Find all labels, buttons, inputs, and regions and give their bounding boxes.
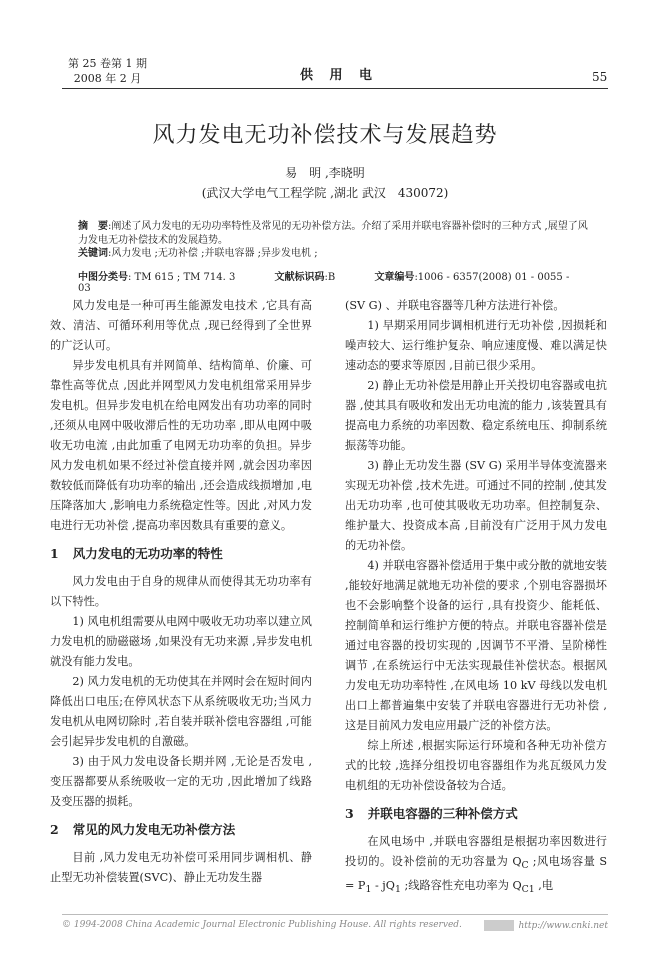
- authors: 易 明 ,李晓明: [285, 166, 365, 180]
- article-value: :1006 - 6357(2008) 01 - 0055 - 03: [78, 272, 570, 294]
- section-heading: [50, 544, 312, 564]
- section-title: 常见的风力发电无功补偿方法: [72, 822, 236, 837]
- publication-date: 2008 年 2 月: [73, 72, 142, 85]
- text-run: ;风电场容量 S = P: [345, 855, 608, 893]
- abstract-text: [78, 220, 593, 247]
- issue-info: [68, 56, 147, 86]
- right-column: [345, 296, 607, 900]
- keywords-label: 关键词: [78, 248, 108, 259]
- paragraph: 风力发电由于自身的规律从而使得其无功功率有以下特性。: [50, 575, 312, 608]
- paragraph: 综上所述 ,根据实际运行环境和各种无功补偿方式的比较 ,选择分组投切电容器组作为兆瓦级风力发电机组的无功补偿设备较为合适。: [345, 739, 607, 792]
- page-number: 55: [592, 70, 608, 84]
- section-number: 3: [345, 806, 354, 821]
- text-run: 在风电场中 ,并联电容器组是根据功率因数进行投切的。设补偿前的无功容量为 Q: [345, 835, 607, 868]
- paragraph: 2) 风力发电机的无功使其在并网时会在短时间内降低出口电压;在停风状态下从系统吸收无功;当风力发电机从电网切除时 ,若自装并联补偿电容器组 ,可能会引起异步发电机的自激磁。: [50, 675, 312, 748]
- subscript: C1: [521, 884, 535, 896]
- footer-rule: [62, 914, 608, 915]
- subscript: 1: [365, 884, 372, 896]
- classification-line: [78, 268, 598, 294]
- paragraph: 1) 风电机组需要从电网中吸收无功功率以建立风力发电机的励磁磁场 ,如果没有无功来源 ,异步发电机就没有能力发电。: [50, 615, 312, 668]
- section-number: 2: [50, 822, 59, 837]
- text-run: - jQ: [371, 879, 395, 893]
- section-title: 并联电容器的三种补偿方式: [367, 806, 518, 821]
- clc-label: 中图分类号: [78, 272, 128, 283]
- clc-number: [78, 272, 253, 283]
- journal-name: 供 用 电: [300, 68, 379, 83]
- footer-url[interactable]: [484, 920, 608, 931]
- paragraph: (SV G) 、并联电容器等几种方法进行补偿。: [345, 299, 565, 312]
- paragraph: 风力发电是一种可再生能源发电技术 ,它具有高效、清洁、可循环利用等优点 ,现已经得到了全世界的广泛认可。: [50, 299, 312, 352]
- copyright-text: © 1994-2008 China Academic Journal Electronic Publishing House. All rights reserved.: [62, 920, 462, 930]
- section-title: 风力发电的无功功率的特性: [72, 546, 223, 561]
- paragraph: 4) 并联电容器补偿适用于集中或分散的就地安装 ,能较好地满足就地无功补偿的要求 ,个别电容器损坏也不会影响整个设备的运行 ,具有投资少、能耗低、控制简单和运行维护方便的特点。并联电容器补偿是通过电容器的投切实现的 ,因调节不平滑、呈阶梯性调节 ,在系统运行中无法实现最佳补偿状态。根据风力发电无功功率特性 ,在风电场 10 kV 母线以发电机出口上都普遍集中安装了并联电容器进行无功补偿 ,这是目前风力发电应用最广泛的补偿方法。: [345, 559, 607, 732]
- doc-code: [275, 272, 354, 283]
- subscript: 1: [394, 884, 401, 896]
- header-rule: [62, 88, 608, 89]
- paragraph: 目前 ,风力发电无功补偿可采用同步调相机、静止型无功补偿装置(SVC)、静止无功发生器: [50, 851, 312, 884]
- abstract-body: :阐述了风力发电的无功功率特性及常见的无功补偿方法。介绍了采用并联电容器补偿时的三种方式 ,展望了风力发电无功补偿技术的发展趋势。: [78, 221, 588, 246]
- subscript: C: [521, 860, 529, 872]
- cnki-logo-icon: [484, 920, 514, 931]
- section-number: 1: [50, 546, 59, 561]
- paper-title: 风力发电无功补偿技术与发展趋势: [152, 123, 498, 148]
- keywords-text: :风力发电 ;无功补偿 ;并联电容器 ;异步发电机 ;: [108, 248, 318, 259]
- section-heading: [50, 820, 312, 840]
- left-column: [50, 296, 312, 888]
- paragraph: 3) 由于风力发电设备长期并网 ,无论是否发电 ,变压器都要从系统吸收一定的无功 ,因此增加了线路及变压器的损耗。: [50, 755, 312, 808]
- footer: [62, 920, 608, 930]
- affiliation: (武汉大学电气工程学院 ,湖北 武汉 430072): [201, 186, 449, 200]
- clc-value: : TM 615 ; TM 714. 3: [128, 272, 236, 283]
- keywords: [78, 247, 593, 261]
- text-run: ,电: [534, 879, 554, 893]
- footer-url-text: http://www.cnki.net: [518, 921, 608, 931]
- doc-label: 文献标识码: [274, 272, 325, 283]
- paragraph: [345, 832, 607, 900]
- abstract-label: 摘 要: [78, 221, 108, 232]
- volume-number: 第 25 卷第 1 期: [68, 57, 147, 70]
- paragraph: 异步发电机具有并网简单、结构简单、价廉、可靠性高等优点 ,因此并网型风力发电机组常采用异步发电机。但异步发电机在给电网发出有功功率的同时 ,还须从电网中吸收滞后性的无功功率 ,即从电网中吸收无功电流 ,由此加重了电网无功功率的负担。异步风力发电机如果不经过补偿直接并网 ,就会因功率因数较低而降低有功功率的输出 ,还会造成线损增加 ,电压降落加大 ,影响电力系统稳定性等。因此 ,对风力发电进行无功补偿 ,提高功率因数具有重要的意义。: [50, 359, 312, 532]
- paragraph: 2) 静止无功补偿是用静止开关投切电容器或电抗器 ,使其具有吸收和发出无功电流的能力 ,该装置具有提高电力系统的功率因数、稳定系统电压、抑制系统振荡等功能。: [345, 379, 607, 452]
- doc-value: :B: [324, 272, 336, 283]
- paragraph: 3) 静止无功发生器 (SV G) 采用半导体变流器来实现无功补偿 ,技术先进。可通过不同的控制 ,使其发出无功功率 ,也可使其吸收无功功率。但控制复杂、维护量大、投资成本高 ,目前没有广泛用于风力发电的无功补偿。: [345, 459, 607, 552]
- article-label: 文章编号: [374, 272, 415, 283]
- paragraph: 1) 早期采用同步调相机进行无功补偿 ,因损耗和噪声较大、运行维护复杂、响应速度慢、难以满足快速动态的要求等原因 ,目前已很少采用。: [345, 319, 607, 372]
- section-heading: [345, 804, 607, 824]
- abstract-block: [78, 220, 593, 261]
- text-run: ;线路容性充电功率为 Q: [400, 879, 522, 893]
